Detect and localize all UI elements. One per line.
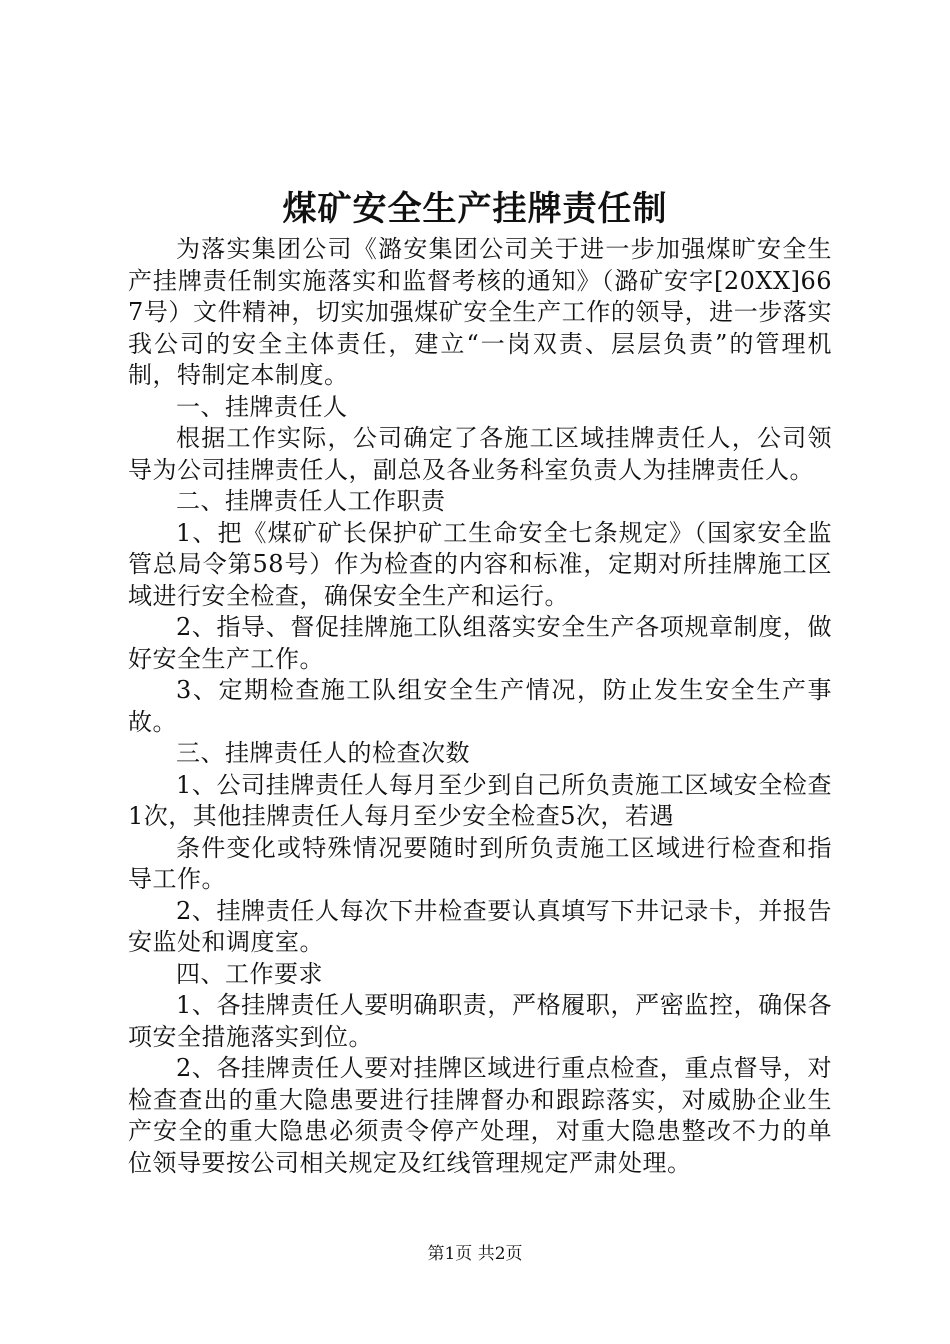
paragraph-duty-1: 1、把《煤矿矿长保护矿工生命安全七条规定》（国家安全监管总局令第58号）作为检查的内容和标准，定期对所挂牌施工区域进行安全检查，确保安全生产和运行。 <box>128 518 832 610</box>
document-body <box>128 234 832 1179</box>
document-title: 煤矿安全生产挂牌责任制 <box>282 189 668 229</box>
paragraph-frequency-2: 2、挂牌责任人每次下井检查要认真填写下井记录卡，并报告安监处和调度室。 <box>128 896 832 956</box>
paragraph-duty-3: 3、定期检查施工队组安全生产情况，防止发生安全生产事故。 <box>128 676 832 736</box>
paragraph-requirement-2: 2、各挂牌责任人要对挂牌区域进行重点检查，重点督导，对检查查出的重大隐患要进行挂牌督办和跟踪落实，对威胁企业生产安全的重大隐患必须责令停产处理，对重大隐患整改不力的单位领导要按公司相关规定及红线管理规定严肃处理。 <box>128 1054 832 1177</box>
section-heading-1: 一、挂牌责任人 <box>176 392 348 421</box>
section-heading-2: 二、挂牌责任人工作职责 <box>176 487 446 515</box>
section-heading-3: 三、挂牌责任人的检查次数 <box>176 739 470 767</box>
paragraph-section-1: 根据工作实际，公司确定了各施工区域挂牌责任人，公司领导为公司挂牌责任人，副总及各业务科室负责人为挂牌责任人。 <box>128 424 832 484</box>
paragraph-intro: 为落实集团公司《潞安集团公司关于进一步加强煤旷安全生产挂牌责任制实施落实和监督考核的通知》（潞矿安字[20XX]667号）文件精神，切实加强煤矿安全生产工作的领导，进一步落实我公司的安全主体责任，建立“一岗双责、层层负责”的管理机制，特制定本制度。 <box>128 235 832 389</box>
paragraph-frequency-1: 1、公司挂牌责任人每月至少到自己所负责施工区域安全检查1次，其他挂牌责任人每月至少安全检查5次，若遇 <box>128 770 832 830</box>
paragraph-requirement-1: 1、各挂牌责任人要明确职责，严格履职，严密监控，确保各项安全措施落实到位。 <box>128 991 832 1051</box>
page-footer: 第1页 共2页 <box>427 1244 523 1264</box>
paragraph-frequency-1-cont: 条件变化或特殊情况要随时到所负责施工区域进行检查和指导工作。 <box>128 833 832 893</box>
paragraph-duty-2: 2、指导、督促挂牌施工队组落实安全生产各项规章制度，做好安全生产工作。 <box>128 613 832 673</box>
section-heading-4: 四、工作要求 <box>176 959 323 988</box>
